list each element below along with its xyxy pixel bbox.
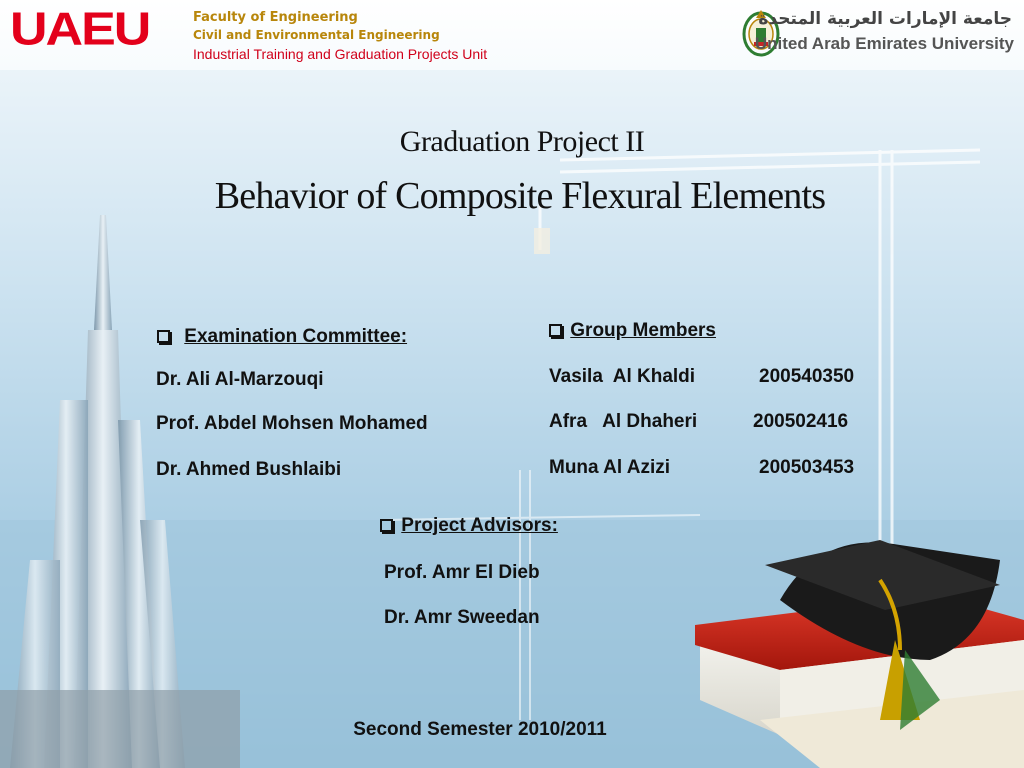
uaeu-logo: UAEU	[10, 3, 150, 56]
advisor-member: Prof. Amr El Dieb	[384, 562, 540, 583]
slide-subtitle: Graduation Project II	[399, 125, 645, 158]
group-member-name: Muna Al Azizi	[549, 457, 671, 478]
group-member-id: 200503453	[759, 457, 855, 478]
advisors-heading: Project Advisors:	[401, 515, 558, 536]
committee-member: Dr. Ali Al-Marzouqi	[156, 369, 324, 390]
faculty-name: Faculty of Engineering	[193, 10, 358, 25]
semester-footer: Second Semester 2010/2011	[353, 719, 607, 740]
group-member-id: 200540350	[759, 366, 855, 387]
unit-name: Industrial Training and Graduation Projects Unit	[193, 46, 488, 62]
group-member-name: Afra Al Dhaheri	[549, 411, 698, 432]
checkbox-bullet-icon	[157, 330, 170, 343]
slide-title: Behavior of Composite Flexural Elements	[214, 175, 826, 217]
group-member-name: Vasila Al Khaldi	[549, 366, 696, 387]
checkbox-bullet-icon	[380, 519, 393, 532]
group-member-id: 200502416	[753, 411, 849, 432]
university-name-english: United Arab Emirates University	[754, 34, 1014, 53]
committee-member: Prof. Abdel Mohsen Mohamed	[156, 413, 428, 434]
group-heading: Group Members	[570, 320, 716, 341]
checkbox-bullet-icon	[549, 324, 562, 337]
university-name-arabic: جامعة الإمارات العربية المتحدة	[758, 9, 1012, 29]
committee-heading: Examination Committee:	[184, 326, 408, 347]
department-name: Civil and Environmental Engineering	[193, 28, 440, 42]
crane-hook-block	[534, 228, 550, 254]
group-heading-row	[549, 319, 716, 343]
committee-heading-row	[157, 325, 407, 349]
advisors-heading-row	[380, 514, 558, 538]
advisor-member: Dr. Amr Sweedan	[384, 607, 540, 628]
committee-member: Dr. Ahmed Bushlaibi	[156, 459, 342, 480]
